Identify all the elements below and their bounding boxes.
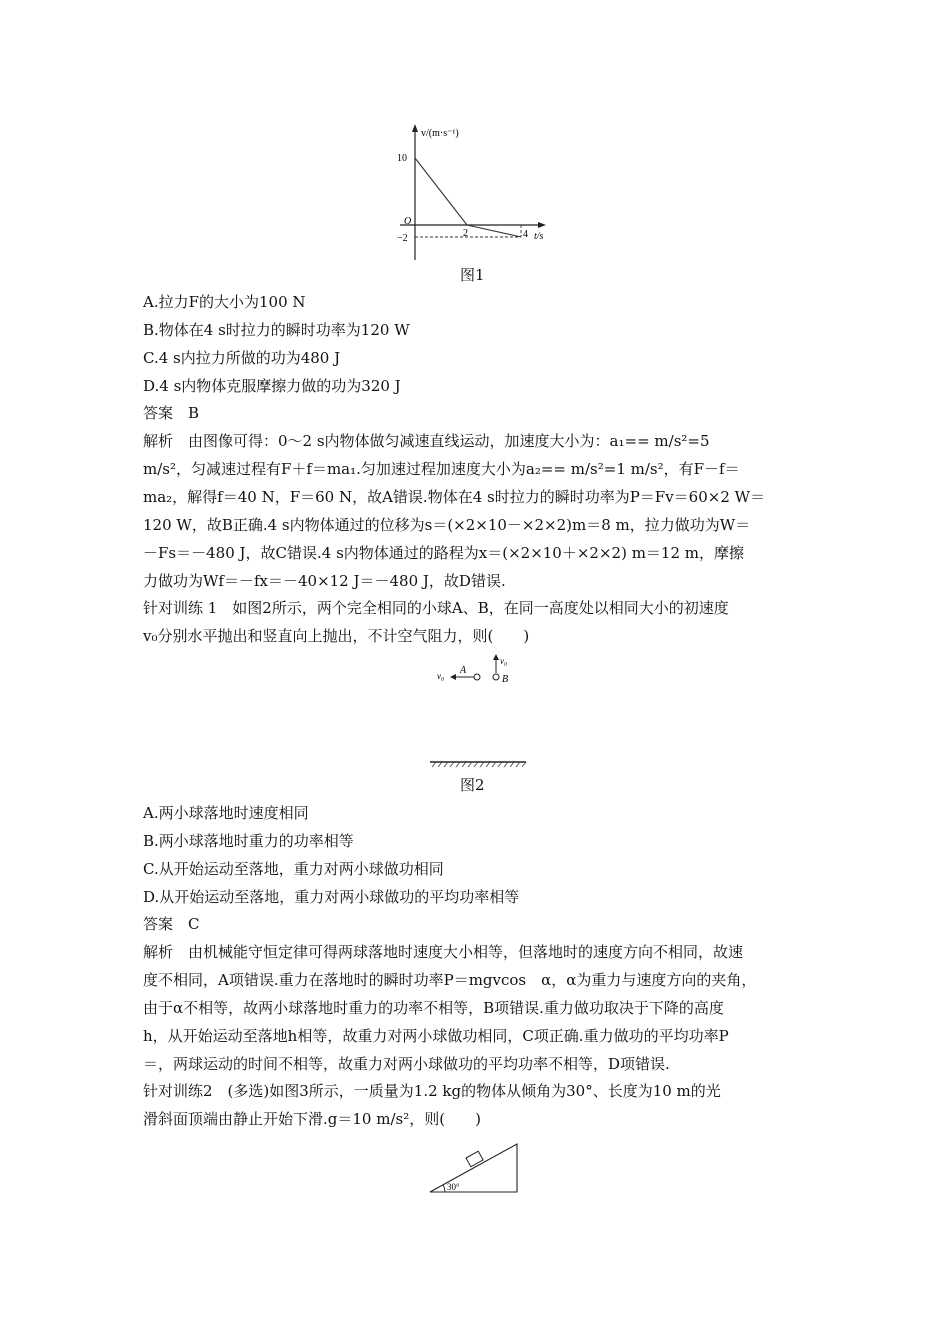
incline-triangle [430,1144,517,1192]
q1-analysis-line: －Fs＝－480 J，故C错误.4 s内物体通过的路程为x＝(×2×10＋×2×2) m＝12 m，摩擦 [143,544,744,562]
q1-analysis-line: 120 W，故B正确.4 s内物体通过的位移为s＝(×2×10－×2×2)m＝8 m，拉力做功为W＝ [143,516,751,534]
q1-option-a: A.拉力F的大小为100 N [143,293,306,311]
q1-analysis-line: 力做功为Wf＝－fx＝－40×12 J＝－480 J，故D错误. [143,572,506,590]
figure3-incline [425,1136,525,1198]
drill1-stem-line: 针对训练 1 如图2所示，两个完全相同的小球A、B，在同一高度处以相同大小的初速度 [143,599,729,617]
y-axis-label: v/(m·s⁻¹) [421,128,459,139]
v0-label-left: v₀ [437,671,445,681]
v0-arrowhead-up [493,654,499,660]
drill1-analysis-line: 由于α不相等，故两小球落地时重力的功率不相等，B项错误.重力做功取决于下降的高度 [143,999,724,1017]
x-axis-label: t/s [534,231,544,242]
ground-hatching [432,762,526,767]
tick-x-2: 2 [463,228,468,239]
q1-option-b: B.物体在4 s时拉力的瞬时功率为120 W [143,321,410,339]
angle-label: 30° [447,1182,460,1192]
ball-b-label: B [502,674,509,685]
tick-y-10: 10 [397,153,407,164]
drill2-stem-line: 滑斜面顶端由静止开始下滑.g＝10 m/s²，则( ) [143,1110,481,1128]
v0-arrowhead-left [450,674,456,680]
velocity-segment-1 [415,158,467,225]
figure2-caption: 图2 [460,776,485,794]
drill1-option-a: A.两小球落地时速度相同 [143,804,309,822]
drill1-analysis-line: ＝，两球运动的时间不相等，故重力对两小球做功的平均功率不相等，D项错误. [143,1055,670,1073]
drill1-option-d: D.从开始运动至落地，重力对两小球做功的平均功率相等 [143,888,520,906]
v0-label-up: v₀ [500,656,508,666]
drill1-analysis-line: 度不相同，A项错误.重力在落地时的瞬时功率P＝mgvcos α，α为重力与速度方向的夹角， [143,971,757,989]
q1-option-d: D.4 s内物体克服摩擦力做的功为320 J [143,377,401,395]
figure1-caption: 图1 [460,266,485,284]
q1-answer: 答案 B [143,404,200,422]
q1-analysis-line: ma₂，解得f＝40 N，F＝60 N，故A错误.物体在4 s时拉力的瞬时功率为P＝Fv＝60×2 W＝ [143,488,766,506]
origin-label: O [404,216,412,227]
figure1-vt-graph [395,120,565,260]
drill1-stem-line: v₀分别水平抛出和竖直向上抛出，不计空气阻力，则( ) [143,627,530,645]
velocity-segment-2 [467,225,521,237]
q1-analysis-line: 解析 由图像可得：0～2 s内物体做匀减速直线运动，加速度大小为：a₁== m/s²=5 [143,432,710,450]
x-axis-arrow [538,222,546,228]
drill1-option-b: B.两小球落地时重力的功率相等 [143,832,354,850]
tick-y-minus2: −2 [397,233,408,244]
drill2-stem-line: 针对训练2 (多选)如图3所示，一质量为1.2 kg的物体从倾角为30°、长度为10 m的光 [143,1082,721,1100]
drill1-analysis-line: 解析 由机械能守恒定律可得两球落地时速度大小相等，但落地时的速度方向不相同，故速 [143,943,744,961]
drill1-analysis-line: h，从开始运动至落地h相等，故重力对两小球做功相同，C项正确.重力做功的平均功率P [143,1027,729,1045]
q1-analysis-line: m/s²，匀减速过程有F＋f＝ma₁.匀加速过程加速度大小为a₂== m/s²=1 m/s²，有F－f＝ [143,460,740,478]
ball-b [493,674,499,680]
y-axis-arrow [412,124,418,132]
q1-option-c: C.4 s内拉力所做的功为480 J [143,349,341,367]
tick-x-4: 4 [523,229,528,240]
drill1-answer: 答案 C [143,915,200,933]
ball-a [474,674,480,680]
figure2-balls [430,652,540,770]
drill1-option-c: C.从开始运动至落地，重力对两小球做功相同 [143,860,444,878]
ball-a-label: A [460,665,467,676]
